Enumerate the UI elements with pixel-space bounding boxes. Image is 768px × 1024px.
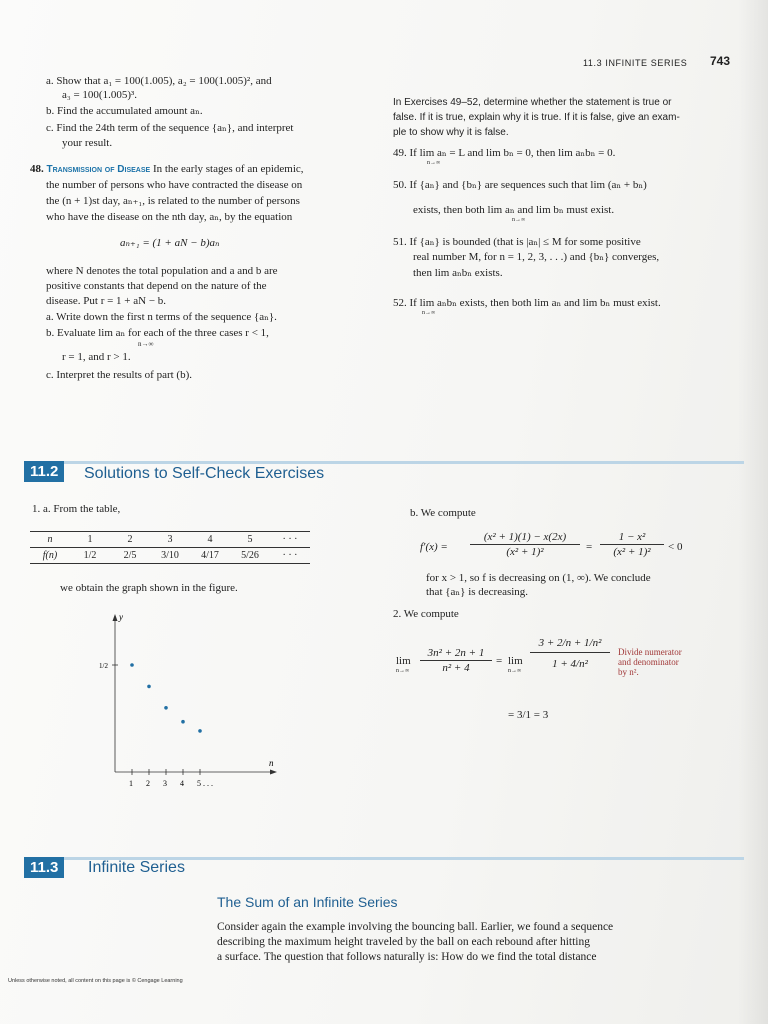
after-table-line: we obtain the graph shown in the figure. (60, 582, 238, 594)
graph-y-label: y (119, 612, 123, 622)
graph-y-arrow (113, 614, 118, 621)
ex50-line2: exists, then both lim aₙ and lim bₙ must exist. (413, 204, 615, 216)
ex48-line2: the number of persons who have contracted the disease on (46, 179, 303, 191)
table-value-cell: 3/10 (150, 548, 190, 564)
lim-eq: = (496, 655, 503, 667)
q2-line: 2. We compute (393, 608, 459, 620)
deriv-lhs: f′(x) = (420, 541, 448, 553)
table-values-row (30, 548, 310, 564)
table-header-n: n (30, 532, 70, 548)
ex47a-line2: a₃ = 100(1.005)³. (62, 89, 138, 101)
limit-result: = 3/1 = 3 (508, 709, 549, 721)
ex51-line3: then lim aₙbₙ exists. (413, 267, 503, 279)
ex48-line3: the (n + 1)st day, aₙ₊₁, is related to the number of persons (46, 195, 300, 207)
graph-point (147, 685, 151, 689)
deriv-den2: (x² + 1)² (613, 546, 651, 558)
table-value-cell: 5/26 (230, 548, 270, 564)
table-header-cell: 3 (150, 532, 190, 548)
graph-x-tick-label: 1 (129, 779, 133, 788)
q1a-line: 1. a. From the table, (32, 503, 121, 515)
lim-sub-2: n→∞ (508, 668, 522, 674)
graph-point (181, 720, 185, 724)
lim-word-1: lim (396, 655, 411, 667)
para-line2: describing the maximum height traveled by the ball on each rebound after hitting (217, 936, 590, 948)
intro-line3: ple to show why it is false. (393, 127, 509, 138)
graph-x-arrow (270, 770, 277, 775)
intro-line2: false. If it is true, explain why it is true. If it is false, give an exam- (393, 112, 680, 123)
page-number: 743 (710, 54, 731, 68)
section-number-11-3: 11.3 (24, 857, 64, 878)
graph-x-tick-label: 3 (163, 779, 167, 788)
q1b-line: b. We compute (410, 507, 476, 519)
section-title-11-2: Solutions to Self-Check Exercises (84, 465, 325, 482)
side-note-line2: and denominator (618, 657, 679, 667)
table-header-cell: 2 (110, 532, 150, 548)
graph-point (130, 663, 134, 667)
subsection-title: The Sum of an Infinite Series (217, 894, 398, 910)
ex47b-line: b. Find the accumulated amount aₙ. (46, 105, 203, 117)
table-value-cell: 4/17 (190, 548, 230, 564)
ex51-line1: 51. If {aₙ} is bounded (that is |aₙ| ≤ M for some positive (393, 236, 641, 248)
deriv-num1: (x² + 1)(1) − x(2x) (470, 530, 580, 545)
ex52-lim-sub: n→∞ (422, 310, 436, 316)
graph-points (130, 663, 202, 733)
sequence-graph (99, 612, 285, 788)
values-table (30, 531, 310, 564)
deriv-den1: (x² + 1)² (506, 546, 544, 558)
lim-num-1: 3n² + 2n + 1 (420, 646, 492, 661)
graph-x-label: n (269, 758, 274, 768)
lim-sub-1: n→∞ (396, 668, 410, 674)
ex52-line: 52. If lim aₙbₙ exists, then both lim aₙ and lim bₙ must exist. (393, 297, 661, 309)
table-value-cell: · · · (270, 548, 310, 564)
table-value-cell: 2/5 (110, 548, 150, 564)
side-note-line3: by n². (618, 667, 639, 677)
ex47c-line2: your result. (62, 137, 113, 149)
ex48-line1: In the early stages of an epidemic, (152, 163, 304, 175)
ex47c-line1: c. Find the 24th term of the sequence {aₙ}, and interpret (46, 122, 294, 134)
table-row-label: f(n) (30, 548, 70, 564)
table-header-cell: · · · (270, 532, 310, 548)
ex49-line: 49. If lim aₙ = L and lim bₙ = 0, then lim aₙbₙ = 0. (393, 147, 616, 159)
ex48b-line2: r = 1, and r > 1. (62, 351, 131, 363)
graph-half-label: 1/2 (99, 662, 108, 670)
page-edge-shadow (738, 0, 768, 1024)
graph-point (164, 706, 168, 710)
ex48b-lim-sub: n→∞ (138, 340, 154, 348)
side-note-line1: Divide numerator (618, 647, 682, 657)
running-head: 11.3 INFINITE SERIES (583, 58, 688, 68)
table-header-cell: 4 (190, 532, 230, 548)
graph-x-tick-label: 2 (146, 779, 150, 788)
ex48-title: Transmission of Disease (46, 164, 151, 175)
lim-den-2: 1 + 4/n² (552, 658, 588, 670)
section-rule-11-2 (24, 461, 744, 464)
ex48-line5: where N denotes the total population and a and b are (46, 265, 278, 277)
ex48c-line: c. Interpret the results of part (b). (46, 369, 192, 381)
derivative-formula (420, 530, 720, 566)
ex50-line1: 50. If {aₙ} and {bₙ} are sequences such that lim (aₙ + bₙ) (393, 179, 647, 191)
side-note (618, 647, 682, 677)
ex49-lim-sub: n→∞ (427, 160, 441, 166)
deriv-frac1 (470, 530, 580, 559)
lim-frac-2 (530, 636, 610, 671)
conclusion-line2: that {aₙ} is decreasing. (426, 586, 529, 598)
conclusion-line1: for x > 1, so f is decreasing on (1, ∞). We conclude (426, 572, 651, 584)
section-number-11-2: 11.2 (24, 461, 64, 482)
ex48-line7: disease. Put r = 1 + aN − b. (46, 295, 167, 307)
ex50-lim-sub: n→∞ (512, 217, 526, 223)
graph-x-tick-label: 4 (180, 779, 184, 788)
section-title-11-3: Infinite Series (88, 859, 185, 876)
lim-den-1: n² + 4 (442, 662, 470, 674)
lim-num-2: 3 + 2/n + 1/n² (530, 636, 610, 653)
graph-point (198, 729, 202, 733)
intro-paragraph (217, 920, 613, 965)
limit-formula (396, 632, 626, 702)
copyright-footer: Unless otherwise noted, all content on this page is © Cengage Learning (8, 978, 183, 984)
deriv-eq: = (586, 541, 593, 553)
ex48-equation: aₙ₊₁ = (1 + aN − b)aₙ (120, 237, 220, 249)
ex48a-line: a. Write down the first n terms of the sequence {aₙ}. (46, 311, 277, 323)
para-line3: a surface. The question that follows naturally is: How do we find the total distance (217, 951, 597, 963)
table-header-row (30, 532, 310, 548)
ex47a-line1: a. Show that a₁ = 100(1.005), a₂ = 100(1.005)², and (46, 75, 272, 87)
ex48-number: 48. (30, 163, 44, 175)
deriv-rhs: < 0 (668, 541, 683, 553)
table-value-cell: 1/2 (70, 548, 110, 564)
deriv-num2: 1 − x² (600, 530, 664, 545)
graph-x-tick-label: 5 . . . (197, 779, 213, 788)
table-header-cell: 5 (230, 532, 270, 548)
ex48-line4: who have the disease on the nth day, aₙ, by the equation (46, 211, 293, 223)
ex51-line2: real number M, for n = 1, 2, 3, . . .) and {bₙ} converges, (413, 251, 660, 263)
table-header-cell: 1 (70, 532, 110, 548)
deriv-frac2 (600, 530, 664, 559)
lim-word-2: lim (508, 655, 523, 667)
intro-line1: In Exercises 49–52, determine whether the statement is true or (393, 97, 672, 108)
ex48b-line: b. Evaluate lim aₙ for each of the three cases r < 1, (46, 327, 269, 339)
ex48-line6: positive constants that depend on the nature of the (46, 280, 267, 292)
values-table-wrap (30, 531, 310, 564)
lim-frac-1 (420, 646, 492, 675)
para-line1: Consider again the example involving the bouncing ball. Earlier, we found a sequence (217, 921, 614, 933)
